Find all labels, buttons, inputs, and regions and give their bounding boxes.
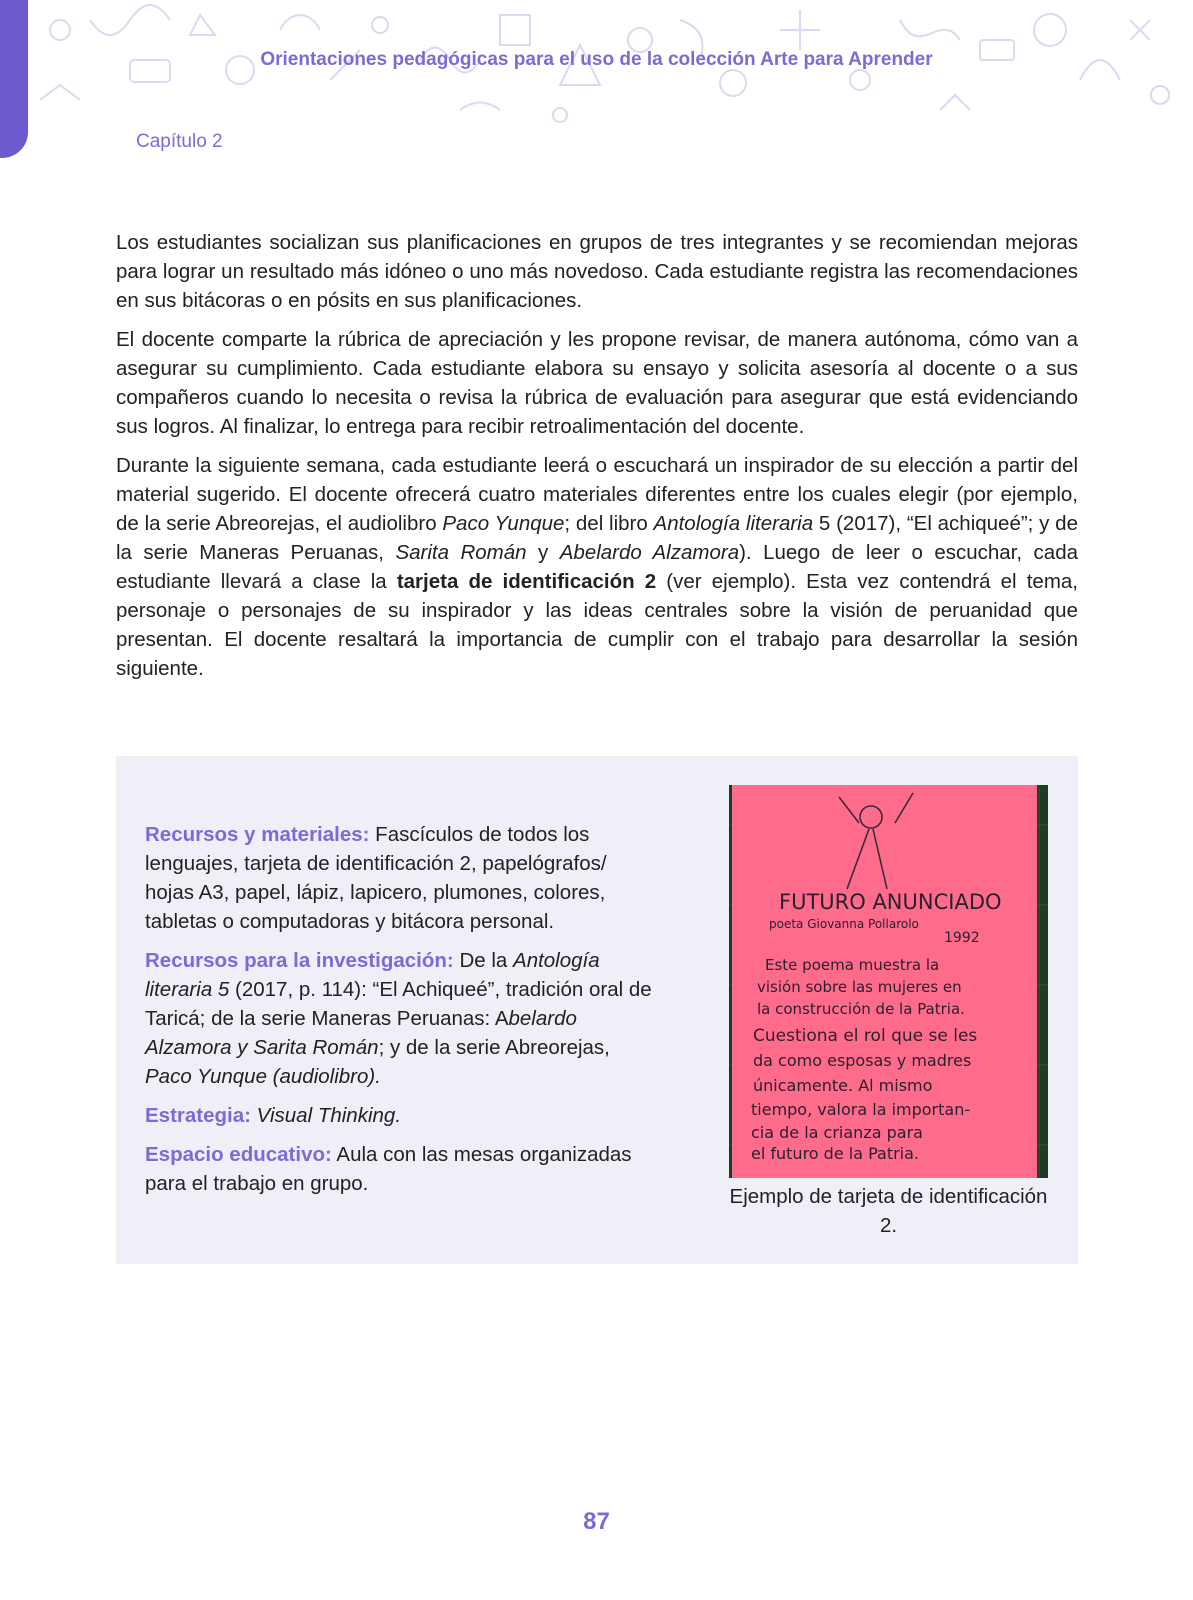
space-label: Espacio educativo: — [145, 1143, 332, 1166]
card-line-7: tiempo, valora la importan- — [751, 1100, 971, 1119]
chapter-side-tab — [0, 0, 28, 158]
card-title: FUTURO ANUNCIADO — [779, 890, 1002, 914]
card-line-6: únicamente. Al mismo — [753, 1076, 933, 1095]
resources-item: Recursos y materiales: Fascículos de todos los lenguajes, tarjeta de identificación 2, papelógrafos/ hojas A3, papel, lápiz, lapicero, plumones, colores, tabletas o computadoras y bitácora personal. — [145, 823, 607, 933]
card-line-2: visión sobre las mujeres en — [757, 978, 962, 996]
paragraph-2: El docente comparte la rúbrica de apreciación y les propone revisar, de manera autónoma, cómo van a asegurar su cumplimiento. Cada estudiante elabora su ensayo y solicita asesoría al docente o a sus compañeros cuando lo necesita o revisa la rúbrica de evaluación para asegurar que está evidenciando sus logros. Al finalizar, lo entrega para recibir retroalimentación del docente. — [116, 328, 1078, 438]
research-label: Recursos para la investigación: — [145, 949, 454, 972]
card-line-8: cia de la crianza para — [751, 1123, 923, 1142]
paragraph-3: Durante la siguiente semana, cada estudiante leerá o escuchará un inspirador de su elección a partir del material sugerido. El docente ofrecerá cuatro materiales diferentes entre los cuales elegir (por ejemplo, de la serie Abreorejas, el audiolibro Paco Yunque; del libro Antología literaria 5 (2017), “El achiqueé”; y de la serie Maneras Peruanas, Sarita Román y Abelardo Alzamora). Luego de leer o escuchar, cada estudiante llevará a clase la tarjeta de identificación 2 (ver ejemplo). Esta vez contendrá el tema, personaje o personajes de su inspirador y las ideas centrales sobre la visión de peruanidad que presentan. El docente resaltará la importancia de cumplir con el trabajo para desarrollar la sesión siguiente. — [116, 454, 1078, 680]
card-year: 1992 — [944, 930, 980, 946]
card-line-4: Cuestiona el rol que se les — [753, 1026, 978, 1046]
chapter-label: Capítulo 2 — [136, 131, 223, 152]
example-card-photo — [729, 785, 1048, 1178]
strategy-label: Estrategia: — [145, 1104, 251, 1127]
resources-box — [116, 756, 1078, 1264]
strategy-item: Estrategia: Visual Thinking. — [145, 1104, 402, 1127]
running-head: Orientaciones pedagógicas para el uso de la colección Arte para Aprender — [260, 49, 933, 70]
paragraph-1: Los estudiantes socializan sus planificaciones en grupos de tres integrantes y se recomiendan mejoras para lograr un resultado más idóneo o uno más novedoso. Cada estudiante registra las recomendaciones en sus bitácoras o en pósits en sus planificaciones. — [116, 231, 1078, 312]
card-line-1: Este poema muestra la — [765, 956, 940, 974]
resources-label: Recursos y materiales: — [145, 823, 370, 846]
card-line-9: el futuro de la Patria. — [751, 1144, 920, 1163]
card-line-5: da como esposas y madres — [753, 1051, 972, 1070]
research-item: Recursos para la investigación: De la Antología literaria 5 (2017, p. 114): “El Achiqueé”, tradición oral de Taricá; de la serie Maneras Peruanas: Abelardo Alzamora y Sarita Román; y de la serie Abreorejas, Paco Yunque (audiolibro). — [145, 949, 652, 1088]
space-item: Espacio educativo: Aula con las mesas organizadas para el trabajo en grupo. — [145, 1143, 632, 1195]
card-line-3: la construcción de la Patria. — [757, 1000, 965, 1018]
body-text — [116, 228, 1078, 693]
card-author: poeta Giovanna Pollarolo — [769, 917, 919, 931]
resources-list — [145, 820, 655, 1208]
card-caption: Ejemplo de tarjeta de identificación 2. — [729, 1185, 1048, 1237]
page-number: 87 — [583, 1508, 610, 1535]
card-illustration — [729, 785, 1048, 1178]
